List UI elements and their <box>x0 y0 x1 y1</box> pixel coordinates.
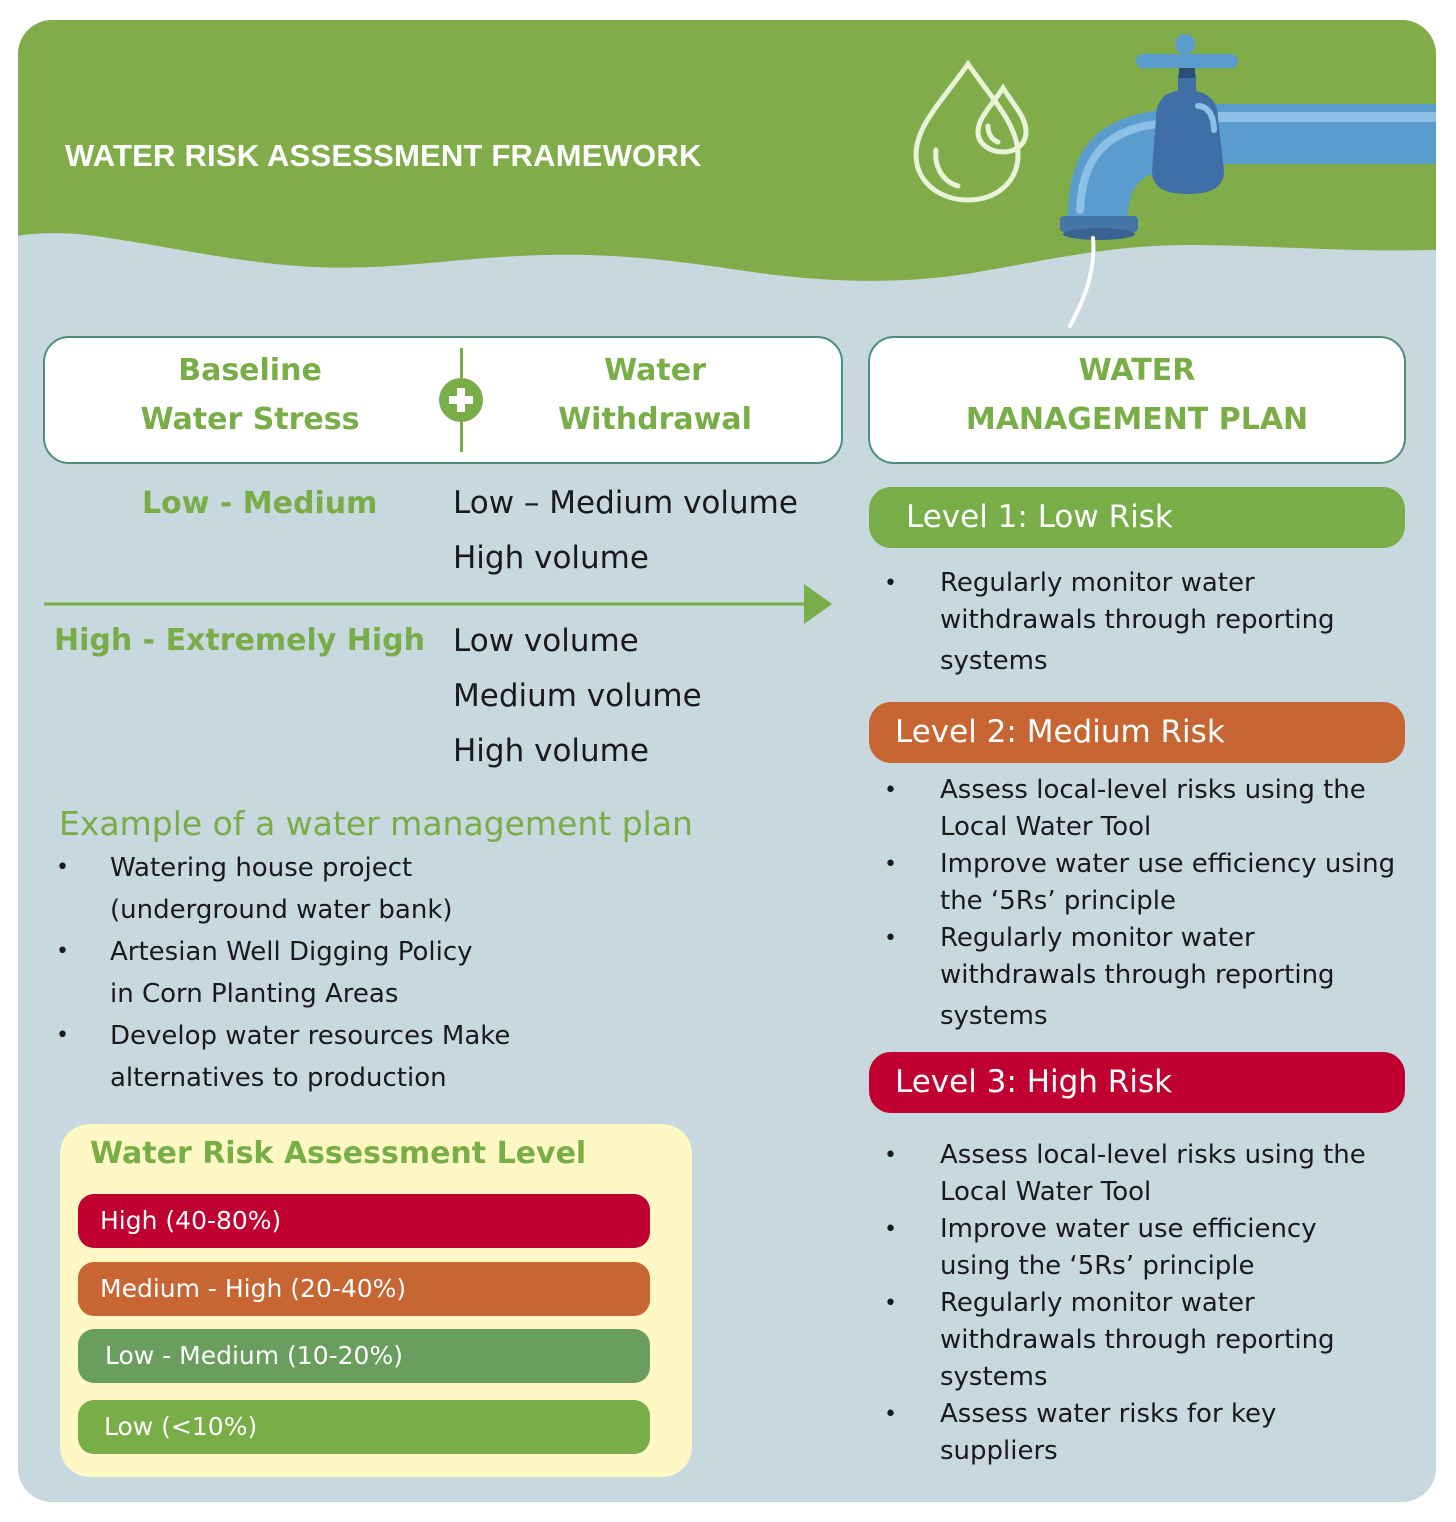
level-1-actions <box>884 565 1335 680</box>
volume-item: High volume <box>453 540 649 576</box>
page-title: WATER RISK ASSESSMENT FRAMEWORK <box>65 138 702 173</box>
baseline-water-stress-heading: Baseline Water Stress <box>140 353 360 437</box>
example-title: Example of a water management plan <box>59 804 693 843</box>
list-item: • Assess water risks for key suppliers <box>884 1399 1277 1466</box>
list-item: • Regularly monitor water withdrawals through reporting systems <box>884 568 1335 676</box>
list-item: • Regularly monitor water withdrawals through reporting systems <box>884 1288 1335 1392</box>
level-3-badge: Level 3: High Risk <box>869 1052 1405 1113</box>
header-banner <box>18 20 1436 340</box>
legend-medium-high: Medium - High (20-40%) <box>78 1262 650 1316</box>
legend-title: Water Risk Assessment Level <box>90 1136 587 1171</box>
volume-item: High volume <box>453 733 649 769</box>
list-item: • Artesian Well Digging Policy in Corn Planting Areas <box>56 937 473 1009</box>
input-criteria-box <box>43 336 843 464</box>
risk-level-legend <box>60 1124 692 1477</box>
stress-category-low-medium: Low - Medium <box>142 486 378 521</box>
plus-icon <box>438 377 484 423</box>
water-management-plan-box <box>868 336 1406 464</box>
level-2-badge: Level 2: Medium Risk <box>869 702 1405 763</box>
list-item: • Improve water use efficiency using the ‘5Rs’ principle <box>884 1214 1317 1281</box>
list-item: • Regularly monitor water withdrawals through reporting systems <box>884 923 1335 1031</box>
volume-item: Low volume <box>453 623 639 659</box>
level-1-badge: Level 1: Low Risk <box>869 487 1405 548</box>
stress-category-high: High - Extremely High <box>54 623 426 658</box>
list-item: • Watering house project (underground water bank) <box>56 853 453 925</box>
volume-item: Medium volume <box>453 678 702 714</box>
framework-card <box>18 20 1436 1502</box>
list-item: • Assess local-level risks using the Local Water Tool <box>884 1140 1366 1207</box>
legend-high: High (40-80%) <box>78 1194 650 1248</box>
level-2-actions <box>884 772 1395 1035</box>
legend-low-medium: Low - Medium (10-20%) <box>78 1329 650 1383</box>
water-management-plan-heading: WATER MANAGEMENT PLAN <box>965 353 1309 437</box>
list-item: • Improve water use efficiency using the ‘5Rs’ principle <box>884 849 1396 916</box>
list-item: • Assess local-level risks using the Local Water Tool <box>884 775 1366 842</box>
water-withdrawal-heading: Water Withdrawal <box>558 353 752 437</box>
legend-low: Low (<10%) <box>78 1400 650 1454</box>
volume-item: Low – Medium volume <box>453 485 798 521</box>
list-item: • Develop water resources Make alternatives to production <box>56 1021 511 1093</box>
level-3-actions <box>884 1137 1366 1470</box>
example-list <box>56 847 510 1099</box>
